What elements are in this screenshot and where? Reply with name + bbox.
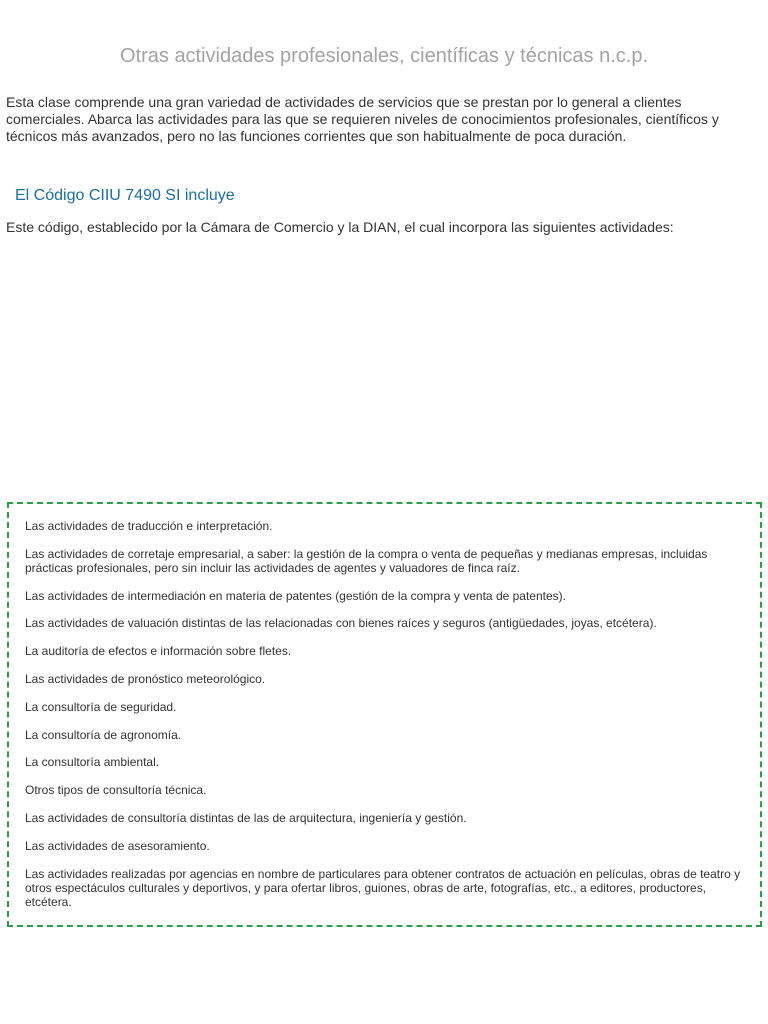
list-item: Las actividades de valuación distintas de las relacionadas con bienes raíces y seguros (antigüedades, joyas, etcétera). bbox=[25, 616, 657, 631]
list-item: La consultoría de agronomía. bbox=[25, 727, 182, 742]
list-item: La consultoría ambiental. bbox=[25, 755, 160, 770]
activities-box bbox=[7, 502, 762, 927]
list-item: Otros tipos de consultoría técnica. bbox=[25, 783, 207, 798]
section-heading: El Código CIIU 7490 SI incluye bbox=[15, 187, 235, 204]
list-item: Las actividades de pronóstico meteorológico. bbox=[25, 671, 266, 686]
section-description: Este código, establecido por la Cámara de Comercio y la DIAN, el cual incorpora las siguientes actividades: bbox=[6, 219, 674, 235]
list-item: La auditoría de efectos e información sobre fletes. bbox=[25, 644, 292, 659]
activities-list bbox=[9, 504, 760, 909]
list-item: Las actividades de consultoría distintas de las de arquitectura, ingeniería y gestión. bbox=[25, 810, 467, 825]
list-item: Las actividades de corretaje empresarial, a saber: la gestión de la compra o venta de pequeñas y medianas empresas, incluidas prácticas profesionales, pero sin incluir las actividades de agentes y valuadores de finca raíz. bbox=[25, 546, 708, 575]
list-item: Las actividades de asesoramiento. bbox=[25, 838, 210, 853]
list-item: Las actividades de traducción e interpretación. bbox=[25, 519, 273, 533]
intro-paragraph: Esta clase comprende una gran variedad de actividades de servicios que se prestan por lo general a clientes comerciales. Abarca las actividades para las que se requieren niveles de conocimientos profesionales, científicos y técnicos más avanzados, pero no las funciones corrientes que son habitualmente de poca duración. bbox=[6, 94, 719, 144]
list-item: Las actividades de intermediación en materia de patentes (gestión de la compra y venta de patentes). bbox=[25, 588, 566, 603]
list-item: La consultoría de seguridad. bbox=[25, 699, 177, 714]
page-title: Otras actividades profesionales, científicas y técnicas n.c.p. bbox=[119, 45, 649, 67]
list-item: Las actividades realizadas por agencias en nombre de particulares para obtener contratos de actuación en películas, obras de teatro y otros espectáculos culturales y deportivos, y para ofertar libros, guiones, obras de arte, fotografías, etc., a editores, productores, etcétera. bbox=[25, 866, 741, 909]
